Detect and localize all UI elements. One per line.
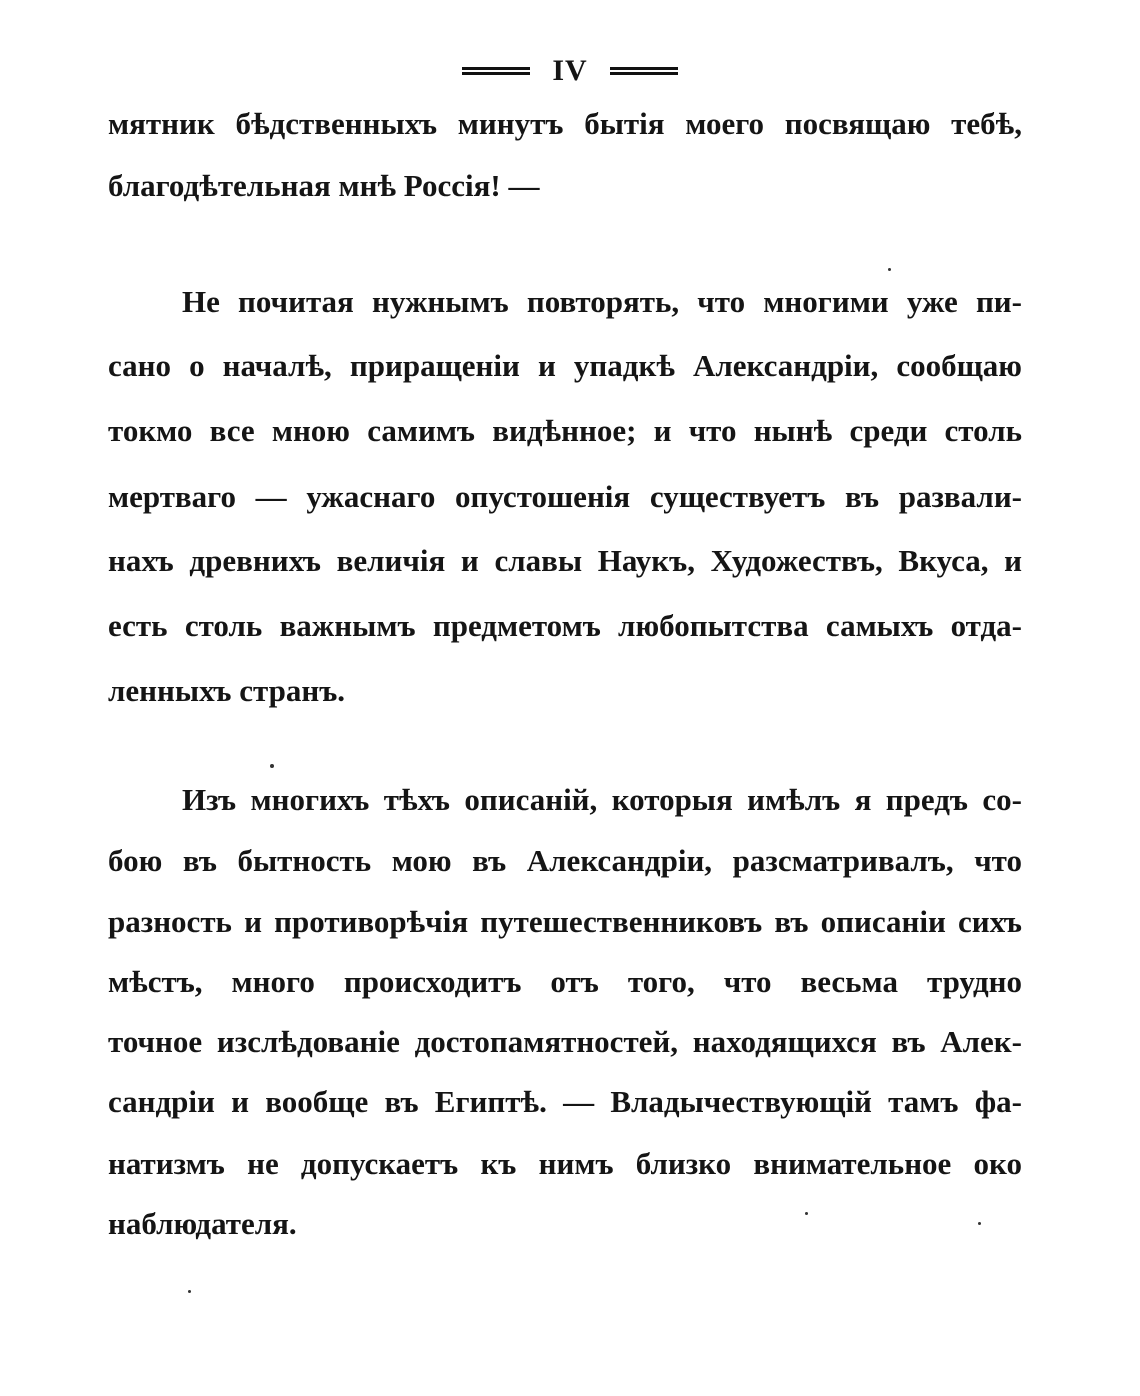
scan-speck bbox=[805, 1212, 808, 1215]
page-header bbox=[0, 56, 1140, 86]
header-rule-left bbox=[462, 67, 530, 75]
text-line: мертваго — ужаснаго опустошенія существуетъ въ развали- bbox=[108, 479, 1022, 514]
text-line: есть столь важнымъ предметомъ любопытства самыхъ отда- bbox=[108, 608, 1022, 643]
text-line: благодѣтельная мнѣ Россія! — bbox=[108, 168, 540, 203]
scan-speck bbox=[978, 1222, 981, 1225]
text-line: натизмъ не допускаетъ къ нимъ близко внимательное око bbox=[108, 1146, 1022, 1181]
text-line: разность и противорѣчія путешественниковъ въ описаніи сихъ bbox=[108, 904, 1022, 939]
header-rule-right bbox=[610, 67, 678, 75]
scan-speck bbox=[270, 764, 274, 768]
text-line: токмо все мною самимъ видѣнное; и что нынѣ среди столь bbox=[108, 413, 1022, 448]
scan-speck bbox=[888, 268, 891, 271]
text-line: Изъ многихъ тѣхъ описаній, которыя имѣлъ я предъ со- bbox=[182, 782, 1022, 817]
text-line: сандріи и вообще въ Египтѣ. — Владычествующій тамъ фа- bbox=[108, 1084, 1022, 1119]
text-line: Не почитая нужнымъ повторять, что многими уже пи- bbox=[182, 284, 1022, 319]
text-line: мѣстъ, много происходитъ отъ того, что весьма трудно bbox=[108, 964, 1022, 999]
text-line: нахъ древнихъ величія и славы Наукъ, Художествъ, Вкуса, и bbox=[108, 543, 1022, 578]
text-line: бою въ бытность мою въ Александріи, разсматривалъ, что bbox=[108, 843, 1022, 878]
scan-speck bbox=[188, 1290, 191, 1293]
text-line: мятник бѣдственныхъ минутъ бытія моего посвящаю тебѣ, bbox=[108, 106, 1022, 141]
text-line: наблюдателя. bbox=[108, 1206, 297, 1241]
page-number: IV bbox=[552, 54, 588, 87]
text-line: ленныхъ странъ. bbox=[108, 673, 346, 708]
text-line: сано о началѣ, приращеніи и упадкѣ Александріи, сообщаю bbox=[108, 348, 1022, 383]
text-line: точное изслѣдованіе достопамятностей, находящихся въ Алек- bbox=[108, 1024, 1022, 1059]
